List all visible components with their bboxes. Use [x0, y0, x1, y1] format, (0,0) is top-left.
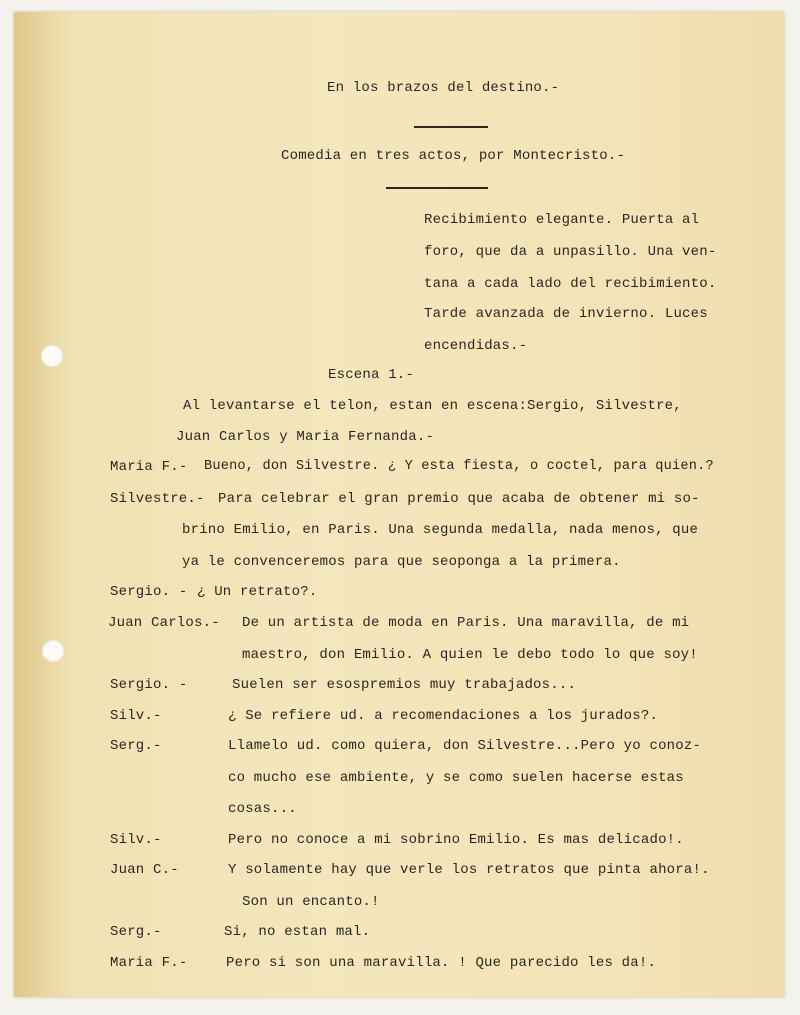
speaker-name: Silv.-: [110, 832, 162, 848]
speaker-name: Juan Carlos.-: [108, 615, 220, 631]
dialogue-line: Bueno, don Silvestre. ¿ Y esta fiesta, o coctel, para quien.?: [204, 459, 714, 474]
dialogue-line: Y solamente hay que verle los retratos que pinta ahora!.: [228, 862, 710, 878]
speaker-name: Juan C.-: [110, 862, 179, 878]
speaker-name: Sergio. -: [110, 677, 188, 693]
speaker-name: Serg.-: [110, 924, 162, 940]
dialogue-line: cosas...: [228, 801, 297, 817]
dialogue-line: Suelen ser esospremios muy trabajados...: [232, 677, 577, 693]
dialogue-line: maestro, don Emilio. A quien le debo todo lo que soy!: [242, 647, 698, 663]
play-title: En los brazos del destino.-: [327, 80, 560, 96]
dialogue-line: Llamelo ud. como quiera, don Silvestre...Pero yo conoz-: [228, 738, 702, 754]
scene-heading: Escena 1.-: [328, 367, 415, 383]
dialogue-line: Son un encanto.!: [242, 894, 380, 910]
typewritten-page: [14, 12, 784, 997]
punch-hole-bottom: [42, 640, 64, 662]
speaker-name: Silv.-: [110, 708, 162, 724]
play-subtitle: Comedia en tres actos, por Montecristo.-: [281, 148, 626, 164]
stage-direction-line: tana a cada lado del recibimiento.: [424, 276, 717, 292]
subtitle-rule: [386, 187, 488, 189]
dialogue-line: ¿ Un retrato?.: [197, 584, 318, 600]
dialogue-line: Pero si son una maravilla. ! Que parecido les da!.: [226, 955, 657, 971]
stage-direction-line: encendidas.-: [424, 338, 528, 354]
speaker-name: Silvestre.-: [110, 491, 205, 507]
scene-intro-line: Al levantarse el telon, estan en escena:Sergio, Silvestre,: [183, 398, 682, 414]
stage-direction-line: Recibimiento elegante. Puerta al: [424, 212, 700, 228]
dialogue-line: Si, no estan mal.: [224, 924, 371, 940]
speaker-name: Maria F.-: [110, 955, 188, 971]
dialogue-line: co mucho ese ambiente, y se como suelen hacerse estas: [228, 770, 684, 786]
paper-stain: [14, 12, 74, 997]
dialogue-line: Para celebrar el gran premio que acaba de obtener mi so-: [218, 491, 700, 507]
title-rule: [414, 126, 488, 128]
stage-direction-line: Tarde avanzada de invierno. Luces: [424, 306, 708, 322]
dialogue-line: ya le convenceremos para que seoponga a la primera.: [182, 554, 621, 570]
speaker-name: Sergio. -: [110, 584, 188, 600]
dialogue-line: Pero no conoce a mi sobrino Emilio. Es mas delicado!.: [228, 832, 684, 848]
dialogue-line: De un artista de moda en Paris. Una maravilla, de mi: [242, 615, 690, 631]
dialogue-line: brino Emilio, en Paris. Una segunda medalla, nada menos, que: [182, 522, 699, 538]
stage-direction-line: foro, que da a unpasillo. Una ven-: [424, 244, 717, 260]
punch-hole-top: [41, 345, 63, 367]
speaker-name: Serg.-: [110, 738, 162, 754]
dialogue-line: ¿ Se refiere ud. a recomendaciones a los jurados?.: [228, 708, 659, 724]
scene-intro-line: Juan Carlos y Maria Fernanda.-: [176, 429, 435, 445]
speaker-name: Maria F.-: [110, 459, 188, 475]
